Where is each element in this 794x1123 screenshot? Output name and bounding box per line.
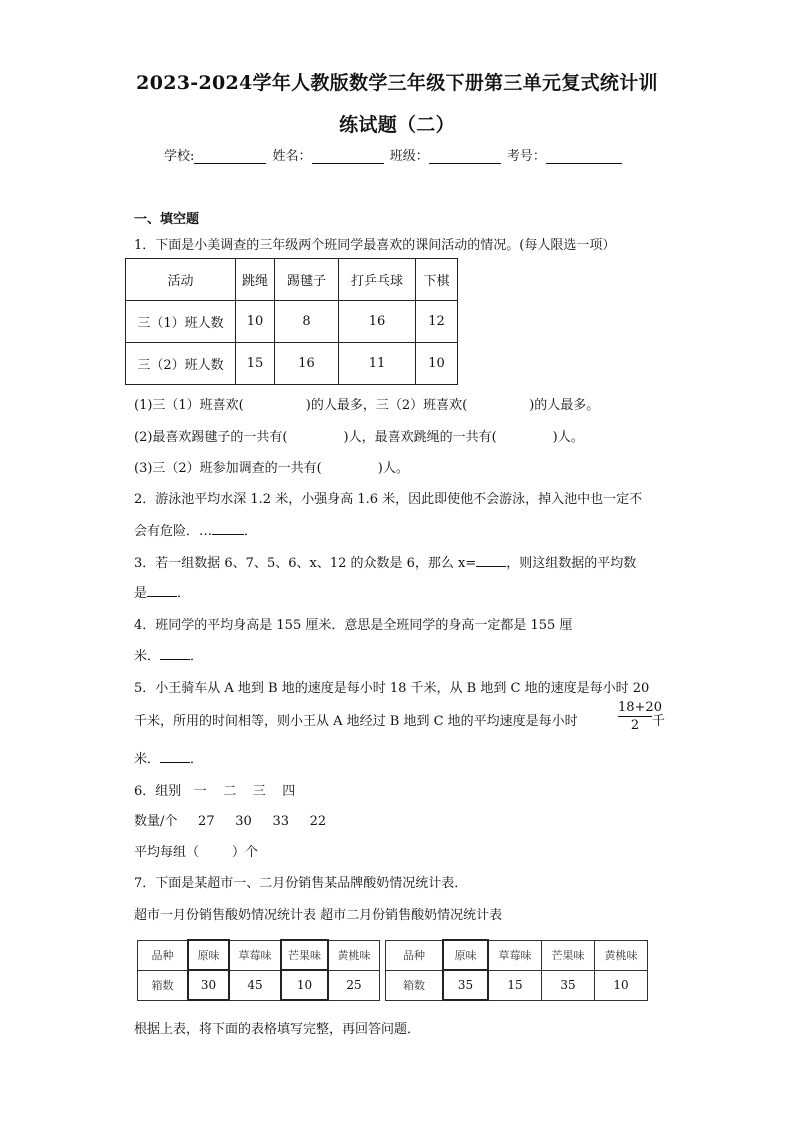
- table-cell: 活动: [126, 259, 236, 301]
- table-cell: 16: [339, 301, 416, 343]
- answer-blank[interactable]: [160, 749, 190, 763]
- table-cell: 11: [339, 343, 416, 385]
- question-5-line-2a: 千米，所用的时间相等，则小王从 A 地经过 B 地到 C 地的平均速度是每小时: [134, 714, 578, 729]
- table-row: [126, 301, 458, 343]
- table-cell: 黄桃味: [595, 940, 648, 970]
- table-cell: 25: [328, 970, 380, 1000]
- page-title-line1: 2023-2024学年人教版数学三年级下册第三单元复式统计训: [136, 72, 658, 94]
- text-segment: 会有危险．…: [134, 524, 213, 539]
- table-cell: 芒果味: [281, 940, 328, 970]
- text-segment: ．: [244, 524, 258, 539]
- table-header-row: [126, 259, 458, 301]
- fraction-expression: [618, 700, 662, 733]
- exam-number-blank[interactable]: [546, 149, 622, 164]
- question-2-line-1: 2．游泳池平均水深 1.2 米，小强身高 1.6 米，因此即使他不会游泳，掉入池中也一定不: [134, 492, 643, 507]
- table-cell: 箱数: [138, 970, 189, 1000]
- table-cell: 草莓味: [229, 940, 281, 970]
- text-segment: ．: [190, 752, 204, 767]
- text-segment: ．: [177, 586, 191, 601]
- student-info-row: [164, 145, 624, 164]
- answer-blank[interactable]: [476, 553, 506, 567]
- answer-blank[interactable]: [160, 646, 190, 660]
- page-title-line2: 练试题（二）: [339, 114, 455, 136]
- text-segment: 是: [134, 586, 148, 601]
- table-cell: 芒果味: [542, 940, 595, 970]
- table-cell: 原味: [188, 940, 229, 970]
- text-segment: )的人最多。: [529, 398, 600, 413]
- table-cell: 35: [542, 970, 595, 1000]
- question-4-line-1: 4．班同学的平均身高是 155 厘米．意思是全班同学的身高一定都是 155 厘: [134, 618, 573, 633]
- class-label: 班级：: [389, 149, 429, 164]
- question-6-quantities: 数量/个 27 30 33 22: [134, 814, 327, 829]
- table-cell: 10: [595, 970, 648, 1000]
- question-1-part-2: [134, 426, 584, 445]
- question-2-line-2: [134, 520, 257, 539]
- table-cell: 45: [229, 970, 281, 1000]
- table-row: [386, 970, 648, 1000]
- table-cell: 10: [281, 970, 328, 1000]
- table-cell: 三（1）班人数: [126, 301, 236, 343]
- question-5-line-1: 5．小王骑车从 A 地到 B 地的速度是每小时 18 千米，从 B 地到 C 地的速度是每小时 20: [134, 681, 650, 696]
- question-6-groups: 6．组别 一 二 三 四: [134, 784, 296, 799]
- table-cell: 三（2）班人数: [126, 343, 236, 385]
- table-row: [138, 970, 380, 1000]
- table-cell: 跳绳: [236, 259, 275, 301]
- question-7-captions: 超市一月份销售酸奶情况统计表 超市二月份销售酸奶情况统计表: [134, 908, 503, 923]
- text-segment: (2)最喜欢踢毽子的一共有(: [134, 430, 288, 445]
- table-cell: 品种: [386, 940, 444, 970]
- table-cell: 品种: [138, 940, 189, 970]
- text-segment: )人。: [377, 461, 409, 476]
- name-label: 姓名：: [272, 149, 312, 164]
- table-cell: 打乒乓球: [339, 259, 416, 301]
- table-cell: 12: [416, 301, 458, 343]
- table-cell: 踢毽子: [275, 259, 339, 301]
- school-blank[interactable]: [194, 149, 266, 164]
- fraction-denominator: 2: [630, 718, 640, 733]
- class-blank[interactable]: [429, 149, 501, 164]
- table-cell: 15: [236, 343, 275, 385]
- section-heading: 一、填空题: [134, 212, 200, 227]
- question-3-line-1: [134, 552, 636, 571]
- table-cell: 箱数: [386, 970, 444, 1000]
- text-segment: ．: [190, 649, 204, 664]
- question-5-line-2b: 千: [652, 714, 666, 729]
- table-cell: 草莓味: [488, 940, 542, 970]
- table-cell: 10: [236, 301, 275, 343]
- question-5-line-3: [134, 748, 203, 767]
- text-segment: (3)三（2）班参加调查的一共有(: [134, 461, 322, 476]
- table-cell: 15: [488, 970, 542, 1000]
- table-cell: 下棋: [416, 259, 458, 301]
- school-label: 学校:: [164, 149, 195, 164]
- text-segment: )人，最喜欢跳绳的一共有(: [343, 430, 497, 445]
- table-cell: 8: [275, 301, 339, 343]
- question-1-text: 1．下面是小美调查的三年级两个班同学最喜欢的课间活动的情况。(每人限选一项）: [134, 238, 616, 253]
- table-header-row: [386, 940, 648, 970]
- table-cell: 30: [188, 970, 229, 1000]
- question-1-part-3: [134, 457, 409, 476]
- question-3-line-2: [134, 582, 190, 601]
- text-segment: 米．: [134, 752, 161, 767]
- question-7-text: 7．下面是某超市一、二月份销售某品牌酸奶情况统计表．: [134, 876, 468, 891]
- table-header-row: [138, 940, 380, 970]
- answer-blank[interactable]: [147, 583, 177, 597]
- text-segment: ，则这组数据的平均数: [506, 556, 637, 571]
- table-cell: 16: [275, 343, 339, 385]
- table-row: [126, 343, 458, 385]
- answer-blank[interactable]: [212, 521, 244, 535]
- exam-number-label: 考号：: [506, 149, 546, 164]
- text-segment: )的人最多，三（2）班喜欢(: [305, 398, 468, 413]
- february-yogurt-table: [385, 939, 648, 1001]
- table-cell: 原味: [443, 940, 488, 970]
- question-1-part-1: [134, 394, 599, 413]
- fraction-numerator: 18+20: [618, 700, 662, 715]
- table-cell: 35: [443, 970, 488, 1000]
- question-7-footer: 根据上表，将下面的表格填写完整，再回答问题．: [134, 1022, 421, 1037]
- activity-table: [125, 258, 458, 385]
- text-segment: )人。: [552, 430, 584, 445]
- question-4-line-2: [134, 645, 203, 664]
- table-cell: 10: [416, 343, 458, 385]
- question-6-average: 平均每组（ ）个: [134, 845, 259, 860]
- text-segment: (1)三（1）班喜欢(: [134, 398, 244, 413]
- table-cell: 黄桃味: [328, 940, 380, 970]
- january-yogurt-table: [137, 939, 380, 1001]
- text-segment: 米．: [134, 649, 161, 664]
- name-blank[interactable]: [312, 149, 384, 164]
- text-segment: 3．若一组数据 6、7、5、6、x、12 的众数是 6，那么 x=: [134, 556, 477, 571]
